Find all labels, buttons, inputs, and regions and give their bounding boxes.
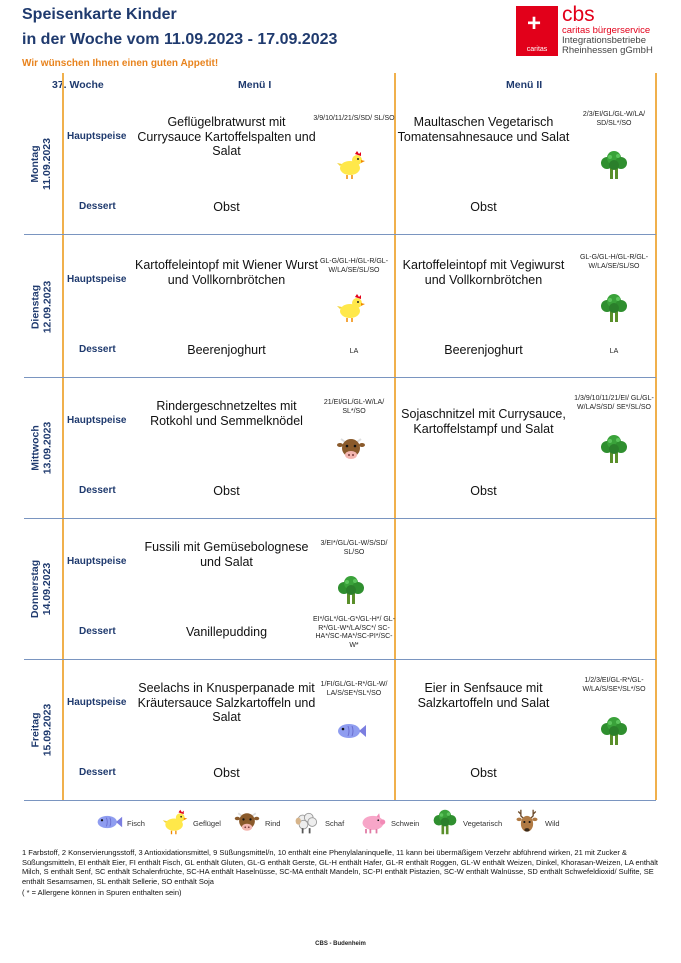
day-label: [29, 518, 53, 660]
cbs-caritas-logo: [516, 3, 678, 56]
day-row: [24, 659, 656, 801]
week-range-title: in der Woche vom 11.09.2023 - 17.09.2023: [22, 31, 338, 48]
allergen-footnote: 1 Farbstoff, 2 Konservierungsstoff, 3 Antioxidationsmittel, 9 Süßungsmittel/n, 10 enthält eine Phenylalaninquelle, 11 kann bei übermäßigem Verzehr abführend wirken, 21 mit Zucker & Süßungsmitteln, EI enthält Eier, FI enthält Fisch, GL enthält Gluten, GL-G enthält Gerste, GL-H enthält Hafer, GL-R enthält Roggen, GL-W enthält Weizen, Dinkel, Khorasan-Weizen, LA enthält Milch, S enthält Senf, SC enthält Schalenfrüchte, SC-HA enthält Haselnüsse, SC-MA enthält Mandeln, SC-PI enthält Pistazien, SC-W enthält Walnüsse, SD enthält Schwefeldioxid/ Sulfite, SE enthält Sesamsamen, SL enthält Sellerie, SO enthält Soja: [22, 848, 659, 886]
menu2-allergens: 2/3/EI/GL/GL-W/LA/ SD/SL*/SO: [582, 111, 646, 127]
chicken-icon: [335, 292, 367, 324]
broccoli-icon: [335, 574, 367, 606]
dessert-label: Dessert: [79, 485, 116, 496]
day-row: [24, 93, 656, 235]
day-name: Donnerstag: [29, 559, 41, 619]
logo-line-3: Rheinhessen gGmbH: [562, 45, 653, 56]
menu1-allergens: GL-G/GL-H/GL-R/GL-W/LA/SE/SL/SO: [319, 258, 389, 274]
menu2-dessert: Obst: [470, 766, 497, 780]
cow-icon: [233, 808, 261, 836]
chicken-icon: [161, 808, 189, 836]
logo-line-2: Integrationsbetriebe: [562, 35, 646, 46]
menu1-column-header: Menü I: [238, 79, 272, 91]
logo-name: cbs: [562, 3, 595, 26]
dessert-label: Dessert: [79, 344, 116, 355]
legend-label: Rind: [265, 819, 281, 828]
cow-icon: [335, 433, 367, 465]
day-date: 15.09.2023: [41, 703, 53, 757]
menu2-dessert: Obst: [470, 484, 497, 498]
day-label: [29, 236, 53, 378]
sheep-icon: [293, 808, 321, 836]
menu1-allergens: 21/EI/GL/GL-W/LA/ SL*/SO: [323, 399, 385, 415]
logo-line-1: caritas bürgerservice: [562, 25, 651, 36]
deer-icon: [513, 808, 541, 836]
menu1-dessert: Obst: [213, 766, 240, 780]
day-date: 14.09.2023: [41, 562, 53, 616]
legend-label: Wild: [545, 819, 560, 828]
week-column-header: 37. Woche: [52, 79, 104, 91]
greeting-subtitle: Wir wünschen Ihnen einen guten Appetit!: [22, 58, 219, 69]
trace-note: ( * = Allergene können in Spuren enthalten sein): [22, 888, 182, 897]
caritas-wordmark: caritas: [526, 46, 548, 53]
menu2-dessert-allergens: LA: [609, 348, 619, 355]
menu1-main-dish: Seelachs in Knusperpanade mit Kräutersauce Salzkartoffeln und Salat: [137, 681, 316, 724]
legend-label: Schwein: [391, 819, 420, 828]
legend-label: Fisch: [127, 819, 145, 828]
menu2-dessert: Obst: [470, 200, 497, 214]
day-name: Mittwoch: [29, 425, 41, 471]
broccoli-icon: [598, 715, 630, 747]
dessert-label: Dessert: [79, 201, 116, 212]
menu1-dessert-allergens: EI*/GL*/GL-G*/GL-H*/ GL-R*/GL-W*/LA/SC*/ SC-HA*/SC-MA*/SC-PI*/SC-W*: [312, 616, 396, 649]
page-title: Speisenkarte Kinder: [22, 6, 177, 23]
legend-label: Schaf: [325, 819, 345, 828]
dessert-label: Dessert: [79, 767, 116, 778]
main-course-label: Hauptspeise: [67, 697, 127, 708]
menu2-main-dish: Kartoffeleintopf mit Vegiwurst und Vollkornbrötchen: [402, 258, 565, 287]
day-label: [29, 377, 53, 519]
menu2-allergens: 1/3/9/10/11/21/EI/ GL/GL-W/LA/S/SD/ SE*/SL/SO: [574, 395, 654, 411]
caritas-cross-icon: +: [527, 10, 542, 37]
day-date: 11.09.2023: [41, 138, 54, 190]
menu2-main-dish: Maultaschen Vegetarisch Tomatensahnesauce und Salat: [397, 115, 570, 144]
menu1-main-dish: Kartoffeleintopf mit Wiener Wurst und Vollkornbrötchen: [135, 258, 318, 287]
day-name: Dienstag: [29, 284, 41, 330]
day-row: [24, 236, 656, 378]
broccoli-icon: [598, 149, 630, 181]
menu2-main-dish: Sojaschnitzel mit Currysauce, Kartoffelstampf und Salat: [401, 407, 566, 436]
legend-label: Geflügel: [193, 819, 221, 828]
day-label: [29, 659, 53, 801]
pig-icon: [359, 808, 387, 836]
day-date: 13.09.2023: [41, 421, 53, 475]
main-course-label: Hauptspeise: [67, 415, 127, 426]
menu1-allergens: 3/EI*/GL/GL-W/S/SD/ SL/SO: [320, 540, 388, 556]
main-course-label: Hauptspeise: [67, 274, 127, 285]
menu1-allergens: 3/9/10/11/21/S/SD/ SL/SO: [313, 115, 395, 122]
fish-icon: [95, 808, 123, 836]
broccoli-icon: [598, 292, 630, 324]
menu1-dessert: Beerenjoghurt: [187, 343, 266, 357]
menu1-main-dish: Geflügelbratwurst mit Currysauce Kartoffelspalten und Salat: [137, 115, 316, 158]
caritas-mark: [516, 6, 558, 56]
footer-location: CBS - Budenheim: [315, 941, 366, 947]
day-name: Freitag: [29, 712, 41, 748]
menu2-allergens: GL-G/GL-H/GL-R/GL-W/LA/SE/SL/SO: [579, 254, 649, 270]
menu1-dessert: Vanillepudding: [185, 625, 268, 639]
day-date: 12.09.2023: [41, 280, 53, 334]
legend-label: Vegetarisch: [463, 819, 503, 828]
menu2-main-dish: Eier in Senfsauce mit Salzkartoffeln und Salat: [417, 681, 550, 710]
menu1-dessert: Obst: [213, 484, 240, 498]
day-row: [24, 518, 656, 660]
menu1-allergens: 1/FI/GL/GL-R*/GL-W/ LA/S/SE*/SL*/SO: [320, 681, 388, 697]
menu2-allergens: 1/2/3/EI/GL-R*/GL-W/LA/S/SE*/SL*/SO: [582, 677, 646, 693]
icon-legend: [95, 808, 615, 838]
broccoli-icon: [598, 433, 630, 465]
day-row: [24, 377, 656, 519]
chicken-icon: [335, 149, 367, 181]
menu2-dessert: Beerenjoghurt: [444, 343, 523, 357]
main-course-label: Hauptspeise: [67, 131, 127, 142]
fish-icon: [335, 715, 367, 747]
day-label: [29, 93, 54, 235]
day-name: Montag: [29, 145, 42, 183]
menu1-main-dish: Fussili mit Gemüsebolognese und Salat: [144, 540, 309, 569]
main-course-label: Hauptspeise: [67, 556, 127, 567]
menu1-dessert-allergens: LA: [349, 348, 359, 355]
menu1-main-dish: Rindergeschnetzeltes mit Rotkohl und Semmelknödel: [150, 399, 303, 428]
dessert-label: Dessert: [79, 626, 116, 637]
broccoli-icon: [431, 808, 459, 836]
menu2-column-header: Menü II: [506, 79, 543, 91]
menu1-dessert: Obst: [213, 200, 240, 214]
